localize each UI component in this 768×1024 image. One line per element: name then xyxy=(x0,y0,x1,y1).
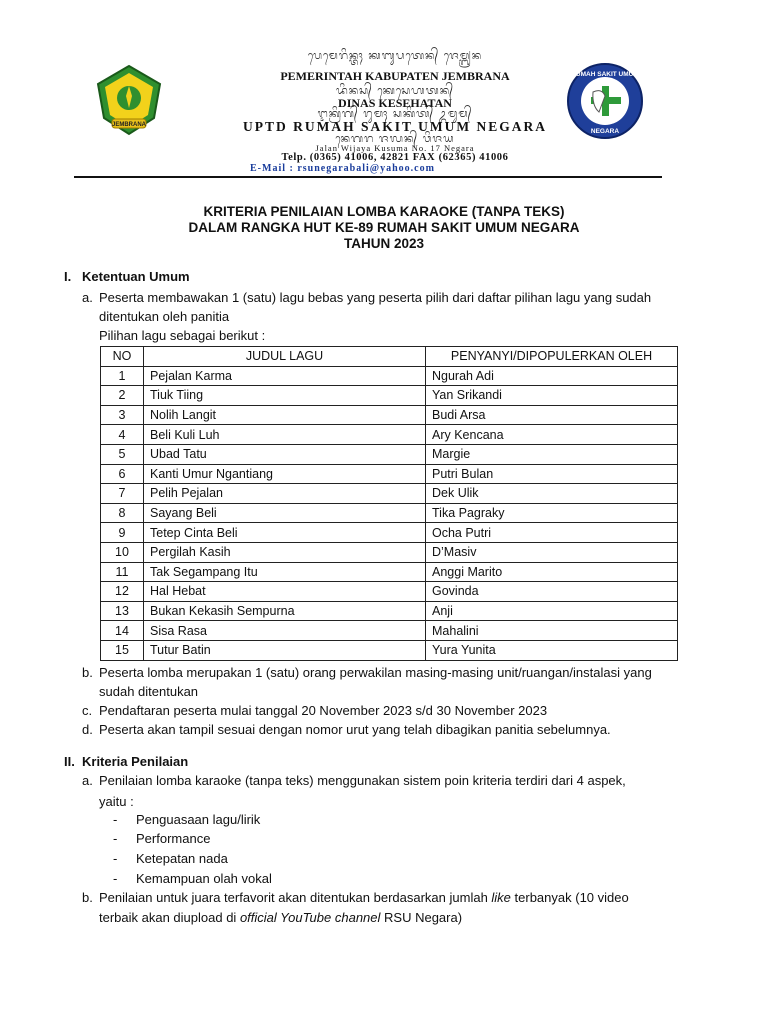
right-logo-text-top: RUMAH SAKIT UMUM xyxy=(571,71,639,78)
song-no: 3 xyxy=(101,405,144,425)
table-row xyxy=(101,621,678,641)
section-2-b-line-1 xyxy=(99,890,629,906)
song-singer: Yan Srikandi xyxy=(426,386,678,406)
song-singer: Margie xyxy=(426,444,678,464)
italic-youtube-channel: official YouTube channel xyxy=(239,910,381,925)
list-bullet: - xyxy=(113,812,118,827)
department-name: DINAS KESEHATAN xyxy=(338,96,452,110)
song-singer: Anggi Marito xyxy=(426,562,678,582)
song-no: 11 xyxy=(101,562,144,582)
song-title: Pergilah Kasih xyxy=(144,542,426,562)
section-1-b-line-1: Peserta lomba merupakan 1 (satu) orang perwakilan masing-masing unit/ruangan/instalasi yang xyxy=(99,665,652,680)
doc-title-line-2: DALAM RANGKA HUT KE-89 RUMAH SAKIT UMUM NEGARA xyxy=(188,220,580,235)
list-bullet: - xyxy=(113,831,118,846)
list-item: Kemampuan olah vokal xyxy=(136,871,272,886)
song-singer: Anji xyxy=(426,601,678,621)
song-title: Bukan Kekasih Sempurna xyxy=(144,601,426,621)
balinese-script-line-2: ᬤᬶᬦᬲ᭄ ᬓᬾᬲᬾᬳᬢᬦ᭄ xyxy=(335,84,455,97)
song-title: Tetep Cinta Beli xyxy=(144,523,426,543)
text-run: terbanyak (10 video xyxy=(510,890,629,905)
song-no: 13 xyxy=(101,601,144,621)
song-no: 8 xyxy=(101,503,144,523)
balinese-script-line-3: ᬇᬓ᭄ᬭᬶᬕ᭄ ᬭᬸᬫᬄ ᬲᬓᬶᬢ᭄ ᬉᬫᬸᬫ᭄ xyxy=(317,107,473,120)
song-title: Tiuk Tiing xyxy=(144,386,426,406)
item-label: d. xyxy=(82,722,93,737)
hospital-logo xyxy=(566,62,644,140)
section-1-a-line-3: Pilihan lagu sebagai berikut : xyxy=(99,328,266,343)
song-title: Ubad Tatu xyxy=(144,444,426,464)
song-no: 1 xyxy=(101,366,144,386)
song-singer: Yura Yunita xyxy=(426,640,678,660)
song-list-table xyxy=(100,346,678,661)
section-1-a-line-1: Peserta membawakan 1 (satu) lagu bebas yang peserta pilih dari daftar pilihan lagu yang sudah xyxy=(99,290,652,305)
song-no: 12 xyxy=(101,582,144,602)
table-row xyxy=(101,464,678,484)
song-singer: Ocha Putri xyxy=(426,523,678,543)
table-row xyxy=(101,601,678,621)
song-title: Kanti Umur Ngantiang xyxy=(144,464,426,484)
song-singer: Mahalini xyxy=(426,621,678,641)
song-no: 4 xyxy=(101,425,144,445)
item-label: c. xyxy=(82,703,93,718)
item-label: b. xyxy=(82,665,93,680)
section-1-b-line-2: sudah ditentukan xyxy=(99,684,199,699)
section-1-number: I. xyxy=(64,269,72,284)
section-2-number: II. xyxy=(64,754,75,769)
table-row xyxy=(101,484,678,504)
text-run: terbaik akan diupload di xyxy=(99,910,240,925)
song-no: 14 xyxy=(101,621,144,641)
table-row xyxy=(101,582,678,602)
section-2-a-line-2: yaitu : xyxy=(99,794,134,809)
right-logo-text-bottom: NEGARA xyxy=(590,128,620,135)
song-no: 15 xyxy=(101,640,144,660)
letterhead-divider xyxy=(74,176,662,178)
balinese-script-line-1: ᬧᬾᬫᬾᬭᬶᬦ᭄ᬢᬄ ᬓᬩᬸᬧᬢᬾᬦ᭄ ᬚᬾᬫ᭄ᬩ᭄ᬭᬦ xyxy=(307,49,483,62)
government-name: PEMERINTAH KABUPATEN JEMBRANA xyxy=(280,69,510,83)
italic-like: like xyxy=(491,890,511,905)
table-row xyxy=(101,523,678,543)
song-title: Tak Segampang Itu xyxy=(144,562,426,582)
table-row xyxy=(101,640,678,660)
list-bullet: - xyxy=(113,871,118,886)
jembrana-regency-logo xyxy=(96,64,162,136)
song-no: 6 xyxy=(101,464,144,484)
section-1-c-text: Pendaftaran peserta mulai tanggal 20 November 2023 s/d 30 November 2023 xyxy=(99,703,548,718)
song-singer: Tika Pagraky xyxy=(426,503,678,523)
table-row xyxy=(101,405,678,425)
song-no: 10 xyxy=(101,542,144,562)
balinese-script-line-4: ᬦᬾᬕᬭ ᬚᬮᬦ᭄ ᬯᬶᬚᬬ xyxy=(335,132,455,145)
song-singer: Putri Bulan xyxy=(426,464,678,484)
section-2-b-line-2 xyxy=(99,910,462,926)
section-1-d-text: Peserta akan tampil sesuai dengan nomor urut yang telah dibagikan panitia sebelumnya. xyxy=(99,722,611,737)
doc-title-line-3: TAHUN 2023 xyxy=(343,236,425,251)
text-run: RSU Negara) xyxy=(380,910,463,925)
hospital-email: E-Mail : rsunegarabali@yahoo.com xyxy=(250,163,435,174)
item-label: b. xyxy=(82,890,93,905)
item-label: a. xyxy=(82,773,93,788)
song-no: 7 xyxy=(101,484,144,504)
song-title: Nolih Langit xyxy=(144,405,426,425)
song-singer: Budi Arsa xyxy=(426,405,678,425)
doc-title-line-1: KRITERIA PENILAIAN LOMBA KARAOKE (TANPA TEKS) xyxy=(203,204,565,219)
table-row xyxy=(101,366,678,386)
song-title: Sayang Beli xyxy=(144,503,426,523)
song-no: 9 xyxy=(101,523,144,543)
section-2-a-line-1: Penilaian lomba karaoke (tanpa teks) menggunakan sistem poin kriteria terdiri dari 4 aspek, xyxy=(99,773,626,788)
left-logo-text: JEMBRANA xyxy=(111,122,147,128)
item-label: a. xyxy=(82,290,93,305)
song-singer: D’Masiv xyxy=(426,542,678,562)
text-run: Penilaian untuk juara terfavorit akan ditentukan berdasarkan jumlah xyxy=(99,890,492,905)
section-1-a-line-2: ditentukan oleh panitia xyxy=(99,309,230,324)
song-no: 2 xyxy=(101,386,144,406)
list-item: Ketepatan nada xyxy=(136,851,228,866)
header-no: NO xyxy=(101,347,144,367)
list-item: Penguasaan lagu/lirik xyxy=(136,812,261,827)
table-row xyxy=(101,562,678,582)
table-row xyxy=(101,425,678,445)
table-row xyxy=(101,444,678,464)
hospital-address: Jalan Wijaya Kusuma No. 17 Negara xyxy=(315,143,475,153)
song-title: Hal Hebat xyxy=(144,582,426,602)
song-singer: Dek Ulik xyxy=(426,484,678,504)
table-row xyxy=(101,386,678,406)
table-row xyxy=(101,503,678,523)
header-judul: JUDUL LAGU xyxy=(144,347,426,367)
table-header-row xyxy=(101,347,678,367)
list-bullet: - xyxy=(113,851,118,866)
song-title: Pelih Pejalan xyxy=(144,484,426,504)
section-2-heading: Kriteria Penilaian xyxy=(82,754,189,769)
hospital-name: UPTD RUMAH SAKIT UMUM NEGARA xyxy=(243,119,547,134)
song-title: Tutur Batin xyxy=(144,640,426,660)
song-singer: Govinda xyxy=(426,582,678,602)
section-1-heading: Ketentuan Umum xyxy=(82,269,190,284)
song-title: Sisa Rasa xyxy=(144,621,426,641)
header-penyanyi: PENYANYI/DIPOPULERKAN OLEH xyxy=(426,347,678,367)
list-item: Performance xyxy=(136,831,211,846)
song-title: Pejalan Karma xyxy=(144,366,426,386)
song-singer: Ngurah Adi xyxy=(426,366,678,386)
song-singer: Ary Kencana xyxy=(426,425,678,445)
song-no: 5 xyxy=(101,444,144,464)
table-row xyxy=(101,542,678,562)
hospital-phone: Telp. (0365) 41006, 42821 FAX (62365) 41006 xyxy=(281,152,509,163)
song-title: Beli Kuli Luh xyxy=(144,425,426,445)
